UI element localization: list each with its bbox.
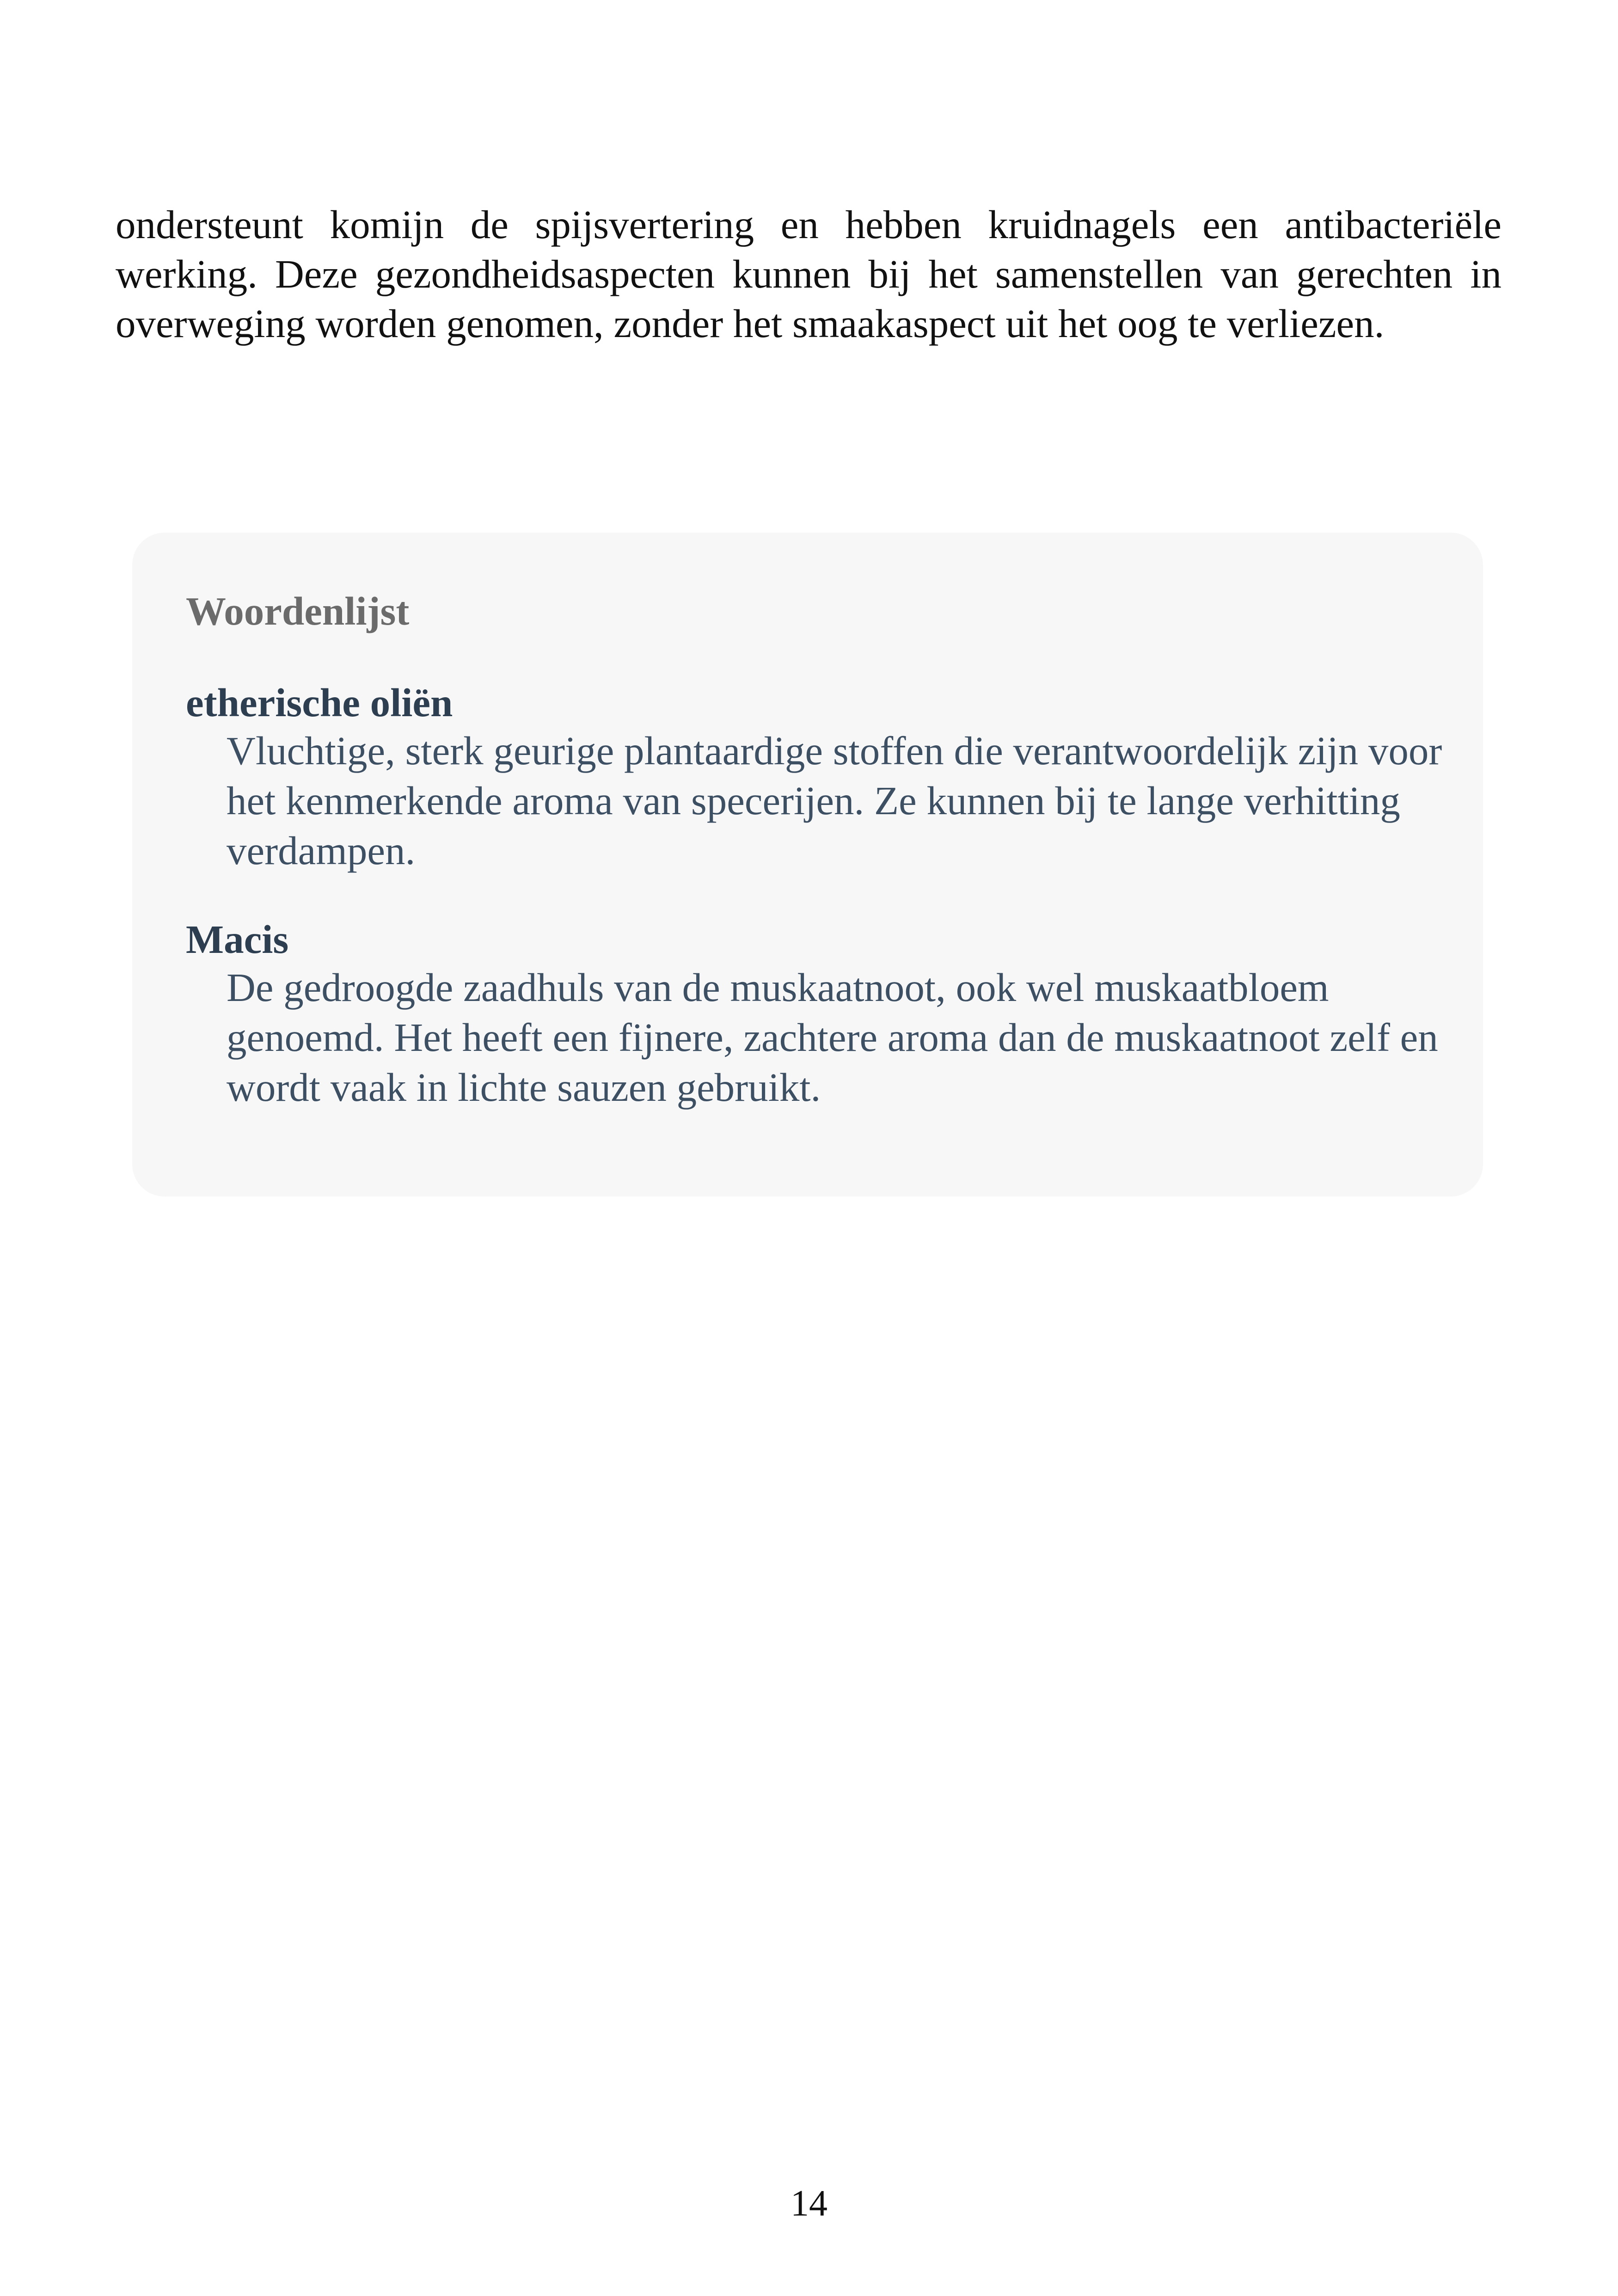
glossary-definition-etherische-olien: Vluchtige, sterk geurige plantaardige stoffen die verantwoordelijk zijn voor het kenmerkende aroma van specerijen. Ze kunnen bij te lange verhitting verdampen.: [227, 728, 1442, 873]
glossary-title: Woordenlijst: [186, 589, 410, 633]
page-number: 14: [791, 2183, 827, 2224]
glossary-term-etherische-olien: etherische oliën: [186, 680, 453, 725]
glossary-term-macis: Macis: [186, 917, 289, 962]
body-paragraph: ondersteunt komijn de spijsvertering en hebben kruidnagels een antibacteriële werking. Deze gezondheidsaspecten kunnen bij het samenstellen van gerechten in overweging worden genomen, zonder het smaakaspect uit het oog te verliezen.: [116, 202, 1502, 346]
glossary-definition-macis: De gedroogde zaadhuls van de muskaatnoot, ook wel muskaatbloem genoemd. Het heeft een fijnere, zachtere aroma dan de muskaatnoot zelf en wordt vaak in lichte sauzen gebruikt.: [227, 965, 1438, 1110]
